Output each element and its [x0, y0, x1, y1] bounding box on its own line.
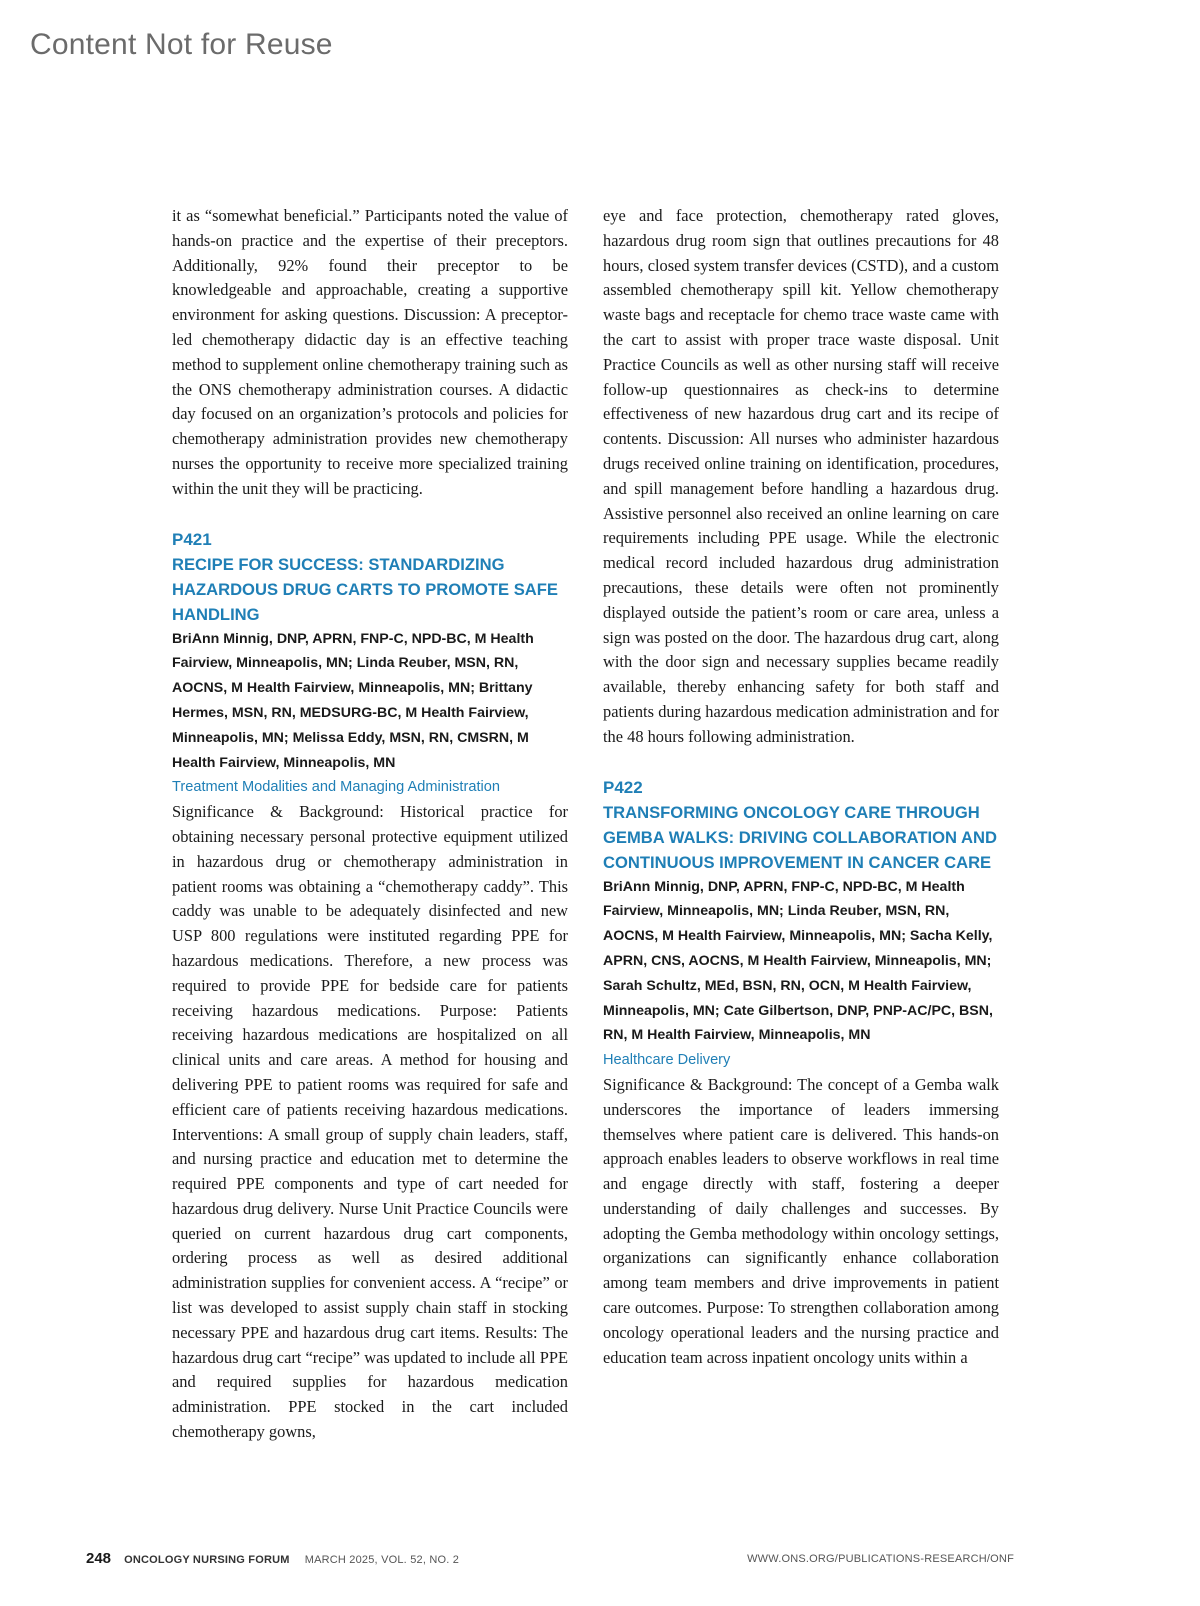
abstract-body: Significance & Background: Historical practice for obtaining necessary personal protective equipment utilized in hazardous drug or chemotherapy administration in patient rooms was obtaining a “chemotherapy caddy”. This caddy was unable to be adequately disinfected and new USP 800 regulations were instituted regarding PPE for hazardous medications. Therefore, a new process was required to provide PPE for bedside care for patients receiving hazardous medications. Purpose: Patients receiving hazardous medications are hospitalized on all clinical units and care areas. A method for housing and delivering PPE to patient rooms was required for safe and efficient care of patients receiving hazardous medications. Interventions: A small group of supply chain leaders, staff, and nursing practice and education met to determine the required PPE components and type of cart needed for hazardous drug delivery. Nurse Unit Practice Councils were queried on current hazardous drug cart components, ordering process as well as desired additional administration supplies for convenient access. A “recipe” or list was developed to assist supply chain staff in stocking necessary PPE and hazardous drug cart items. Results: The hazardous drug cart “recipe” was updated to include all PPE and required supplies for hazardous medication administration. PPE stocked in the cart included chemotherapy gowns,	[172, 802, 568, 1442]
abstract-id: P422	[603, 777, 643, 797]
page-number: 248	[86, 1550, 112, 1567]
abstract-id: P421	[172, 529, 212, 549]
page-footer	[86, 1550, 1014, 1567]
right-column	[603, 204, 999, 1370]
journal-name: ONCOLOGY NURSING FORUM	[124, 1554, 290, 1566]
journal-url: WWW.ONS.ORG/PUBLICATIONS-RESEARCH/ONF	[747, 1553, 1014, 1565]
abstract-p421	[172, 527, 568, 1445]
abstract-title: TRANSFORMING ONCOLOGY CARE THROUGH GEMBA WALKS: DRIVING COLLABORATION AND CONTINUOUS IMPROVEMENT IN CANCER CARE	[603, 802, 997, 872]
left-column	[172, 204, 568, 1445]
continued-paragraph: eye and face protection, chemotherapy rated gloves, hazardous drug room sign that outlines precautions for 48 hours, closed system transfer devices (CSTD), and a custom assembled chemotherapy spill kit. Yellow chemotherapy waste bags and receptacle for chemo trace waste came with the cart to assist with proper trace waste disposal. Unit Practice Councils as well as other nursing staff will receive follow-up questionnaires as check-ins to determine effectiveness of new hazardous drug cart and its recipe of contents. Discussion: All nurses who administer hazardous drugs received online training on identification, procedures, and spill management before handling a hazardous drug. Assistive personnel also received an online learning on care requirements including PPE usage. While the electronic medical record included hazardous drug administration precautions, these details were often not prominently displayed outside the patient’s room or care area, unless a sign was posted on the door. The hazardous drug cart, along with the door sign and necessary supplies became readily available, thereby enhancing safety for both staff and patients during hazardous medication administration and for the 48 hours following administration.	[603, 206, 999, 746]
abstract-category: Healthcare Delivery	[603, 1052, 731, 1069]
abstract-body: Significance & Background: The concept of a Gemba walk underscores the importance of leaders immersing themselves where patient care is delivered. This hands-on approach enables leaders to observe workflows in real time and engage directly with staff, fostering a deeper understanding of daily challenges and successes. By adopting the Gemba methodology within oncology settings, organizations can significantly enhance collaboration among team members and drive improvements in patient care outcomes. Purpose: To strengthen collaboration among oncology operational leaders and the nursing practice and education team across inpatient oncology units within a	[603, 1074, 999, 1367]
issue-info: MARCH 2025, VOL. 52, NO. 2	[304, 1554, 460, 1566]
abstract-category: Treatment Modalities and Managing Administration	[172, 779, 500, 796]
watermark: Content Not for Reuse	[30, 28, 333, 61]
intro-paragraph: it as “somewhat beneficial.” Participants noted the value of hands-on practice and the expertise of their preceptors. Additionally, 92% found their preceptor to be knowledgeable and approachable, creating a supportive environment for asking questions. Discussion: A preceptor-led chemotherapy didactic day is an effective teaching method to supplement online chemotherapy training such as the ONS chemotherapy administration courses. A didactic day focused on an organization’s protocols and policies for chemotherapy administration provides new chemotherapy nurses the opportunity to receive more specialized training within the unit they will be practicing.	[172, 206, 568, 498]
abstract-p422	[603, 775, 999, 1371]
abstract-authors: BriAnn Minnig, DNP, APRN, FNP-C, NPD-BC, M Health Fairview, Minneapolis, MN; Linda Reuber, MSN, RN, AOCNS, M Health Fairview, Minneapolis, MN; Brittany Hermes, MSN, RN, MEDSURG-BC, M Health Fairview, Minneapolis, MN; Melissa Eddy, MSN, RN, CMSRN, M Health Fairview, Minneapolis, MN	[172, 630, 534, 771]
abstract-authors: BriAnn Minnig, DNP, APRN, FNP-C, NPD-BC, M Health Fairview, Minneapolis, MN; Linda Reuber, MSN, RN, AOCNS, M Health Fairview, Minneapolis, MN; Sacha Kelly, APRN, CNS, AOCNS, M Health Fairview, Minneapolis, MN; Sarah Schultz, MEd, BSN, RN, OCN, M Health Fairview, Minneapolis, MN; Cate Gilbertson, DNP, PNP-AC/PC, BSN, RN, M Health Fairview, Minneapolis, MN	[603, 878, 993, 1044]
abstract-title: RECIPE FOR SUCCESS: STANDARDIZING HAZARDOUS DRUG CARTS TO PROMOTE SAFE HANDLING	[172, 554, 558, 624]
